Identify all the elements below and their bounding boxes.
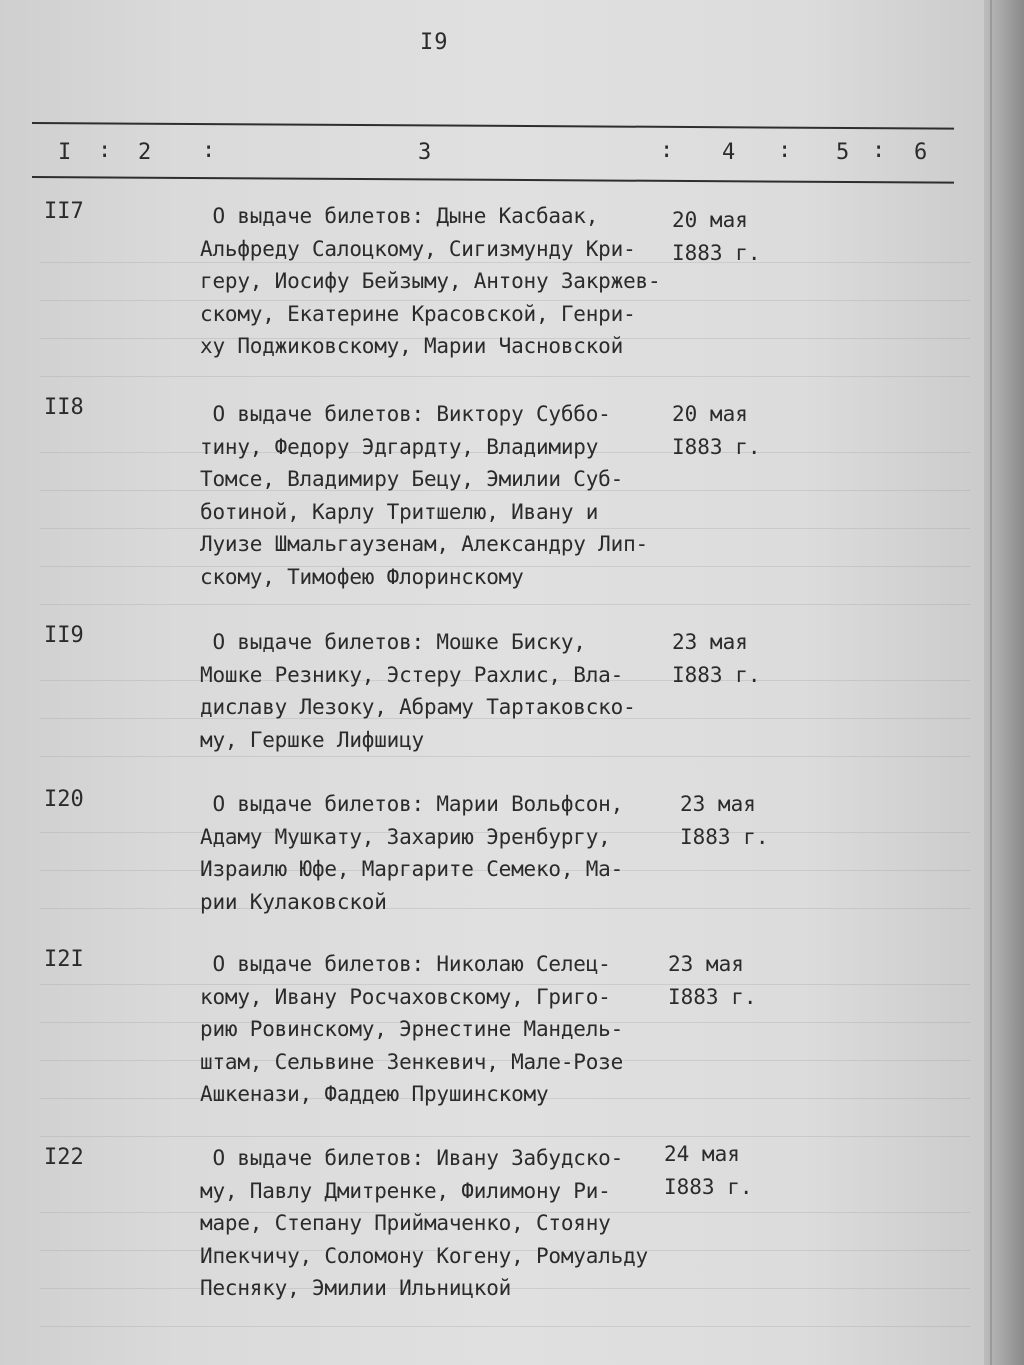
column-header-1: I — [58, 140, 72, 165]
entry-date-year: I883 г. — [672, 434, 761, 459]
entry-line: О выдаче билетов: Марии Вольфсон, — [200, 792, 624, 816]
column-separator: : — [778, 138, 792, 163]
entry-line: О выдаче билетов: Ивану Забудско- — [200, 1146, 624, 1170]
entry-description — [200, 1142, 648, 1305]
entry-line: му, Павлу Дмитренке, Филимону Ри- — [200, 1178, 611, 1203]
entry-number: II7 — [44, 199, 84, 224]
entry-date-year: I883 г. — [680, 824, 769, 849]
column-separator: : — [98, 138, 112, 163]
entry-description — [200, 788, 623, 918]
entry-line: му, Гершке Лифшицу — [200, 727, 424, 752]
entry-date-day: 23 мая — [668, 952, 744, 976]
column-separator: : — [660, 138, 674, 163]
entry-description — [200, 200, 660, 363]
entry-line: Песняку, Эмилии Ильницкой — [200, 1276, 512, 1301]
entry-line: ху Поджиковскому, Марии Часновской — [200, 334, 624, 359]
entry-number: II8 — [44, 395, 84, 420]
entry-line: кому, Ивану Росчаховскому, Григо- — [200, 984, 611, 1009]
entry-date-year: I883 г. — [668, 984, 757, 1009]
entry-date-year: I883 г. — [672, 662, 761, 687]
entry-date-year: I883 г. — [664, 1174, 753, 1199]
entry-number: I20 — [44, 787, 84, 812]
column-header-5: 5 — [836, 140, 850, 165]
entry-line: О выдаче билетов: Мошке Биску, — [200, 630, 586, 654]
entry-line: Луизе Шмальгаузенам, Александру Лип- — [200, 532, 648, 557]
entry-line: тину, Федору Эдгардту, Владимиру — [200, 434, 599, 459]
entry-line: Ашкенази, Фаддею Прушинскому — [200, 1082, 549, 1107]
page-number: I9 — [420, 30, 449, 55]
entry-date-day: 20 мая — [672, 208, 748, 232]
entry-description — [200, 948, 623, 1111]
entry-line: Израилю Юфе, Маргарите Семеко, Ма- — [200, 857, 624, 882]
page-edge-line — [990, 0, 992, 1365]
entry-date — [664, 1138, 753, 1203]
entry-line: скому, Тимофею Флоринскому — [200, 564, 524, 589]
entry-line: О выдаче билетов: Николаю Селец- — [200, 952, 611, 976]
entry-line: Адаму Мушкату, Захарию Эренбургу, — [200, 824, 611, 849]
entry-line: О выдаче билетов: Дыне Касбаак, — [200, 204, 599, 228]
entry-line: скому, Екатерине Красовской, Генри- — [200, 301, 636, 326]
entry-date-day: 20 мая — [672, 402, 748, 426]
entry-description — [200, 398, 648, 594]
entry-line: диславу Лезоку, Абраму Тартаковско- — [200, 695, 636, 720]
entry-line: Ипекчичу, Соломону Когену, Ромуальду — [200, 1243, 648, 1268]
column-header-3: 3 — [418, 140, 432, 165]
entry-description — [200, 626, 636, 756]
column-header-2: 2 — [138, 140, 152, 165]
entry-line: О выдаче билетов: Виктору Суббо- — [200, 402, 611, 426]
entry-date-day: 23 мая — [672, 630, 748, 654]
header-top-rule — [32, 122, 954, 130]
entry-line: Мошке Резнику, Эстеру Рахлис, Вла- — [200, 662, 624, 687]
entry-date-year: I883 г. — [672, 240, 761, 265]
entry-line: Альфреду Салоцкому, Сигизмунду Кри- — [200, 236, 636, 261]
entry-date — [680, 788, 769, 853]
entry-line: геру, Иосифу Бейзыму, Антону Закржев- — [200, 269, 661, 294]
entry-date-day: 24 мая — [664, 1142, 740, 1166]
column-separator: : — [872, 138, 886, 163]
entry-line: маре, Степану Приймаченко, Стояну — [200, 1211, 611, 1236]
header-bottom-rule — [32, 176, 954, 184]
entry-line: рии Кулаковской — [200, 889, 387, 914]
entry-date — [672, 626, 761, 691]
entry-number: I2I — [44, 947, 84, 972]
entry-number: II9 — [44, 623, 84, 648]
entry-line: ботиной, Карлу Тритшелю, Ивану и — [200, 499, 599, 524]
column-separator: : — [202, 138, 216, 163]
bleed-line — [40, 1136, 970, 1137]
bleed-line — [40, 1326, 970, 1327]
entry-line: рию Ровинскому, Эрнестине Мандель- — [200, 1017, 624, 1042]
entry-date — [668, 948, 757, 1013]
entry-date — [672, 204, 761, 269]
bleed-line — [40, 604, 970, 605]
column-header-4: 4 — [722, 140, 736, 165]
entry-line: штам, Сельвине Зенкевич, Мале-Розе — [200, 1049, 624, 1074]
entry-number: I22 — [44, 1145, 84, 1170]
entry-date-day: 23 мая — [680, 792, 756, 816]
entry-line: Томсе, Владимиру Бецу, Эмилии Суб- — [200, 467, 624, 492]
column-header-6: 6 — [914, 140, 928, 165]
bleed-line — [40, 376, 970, 377]
entry-date — [672, 398, 761, 463]
